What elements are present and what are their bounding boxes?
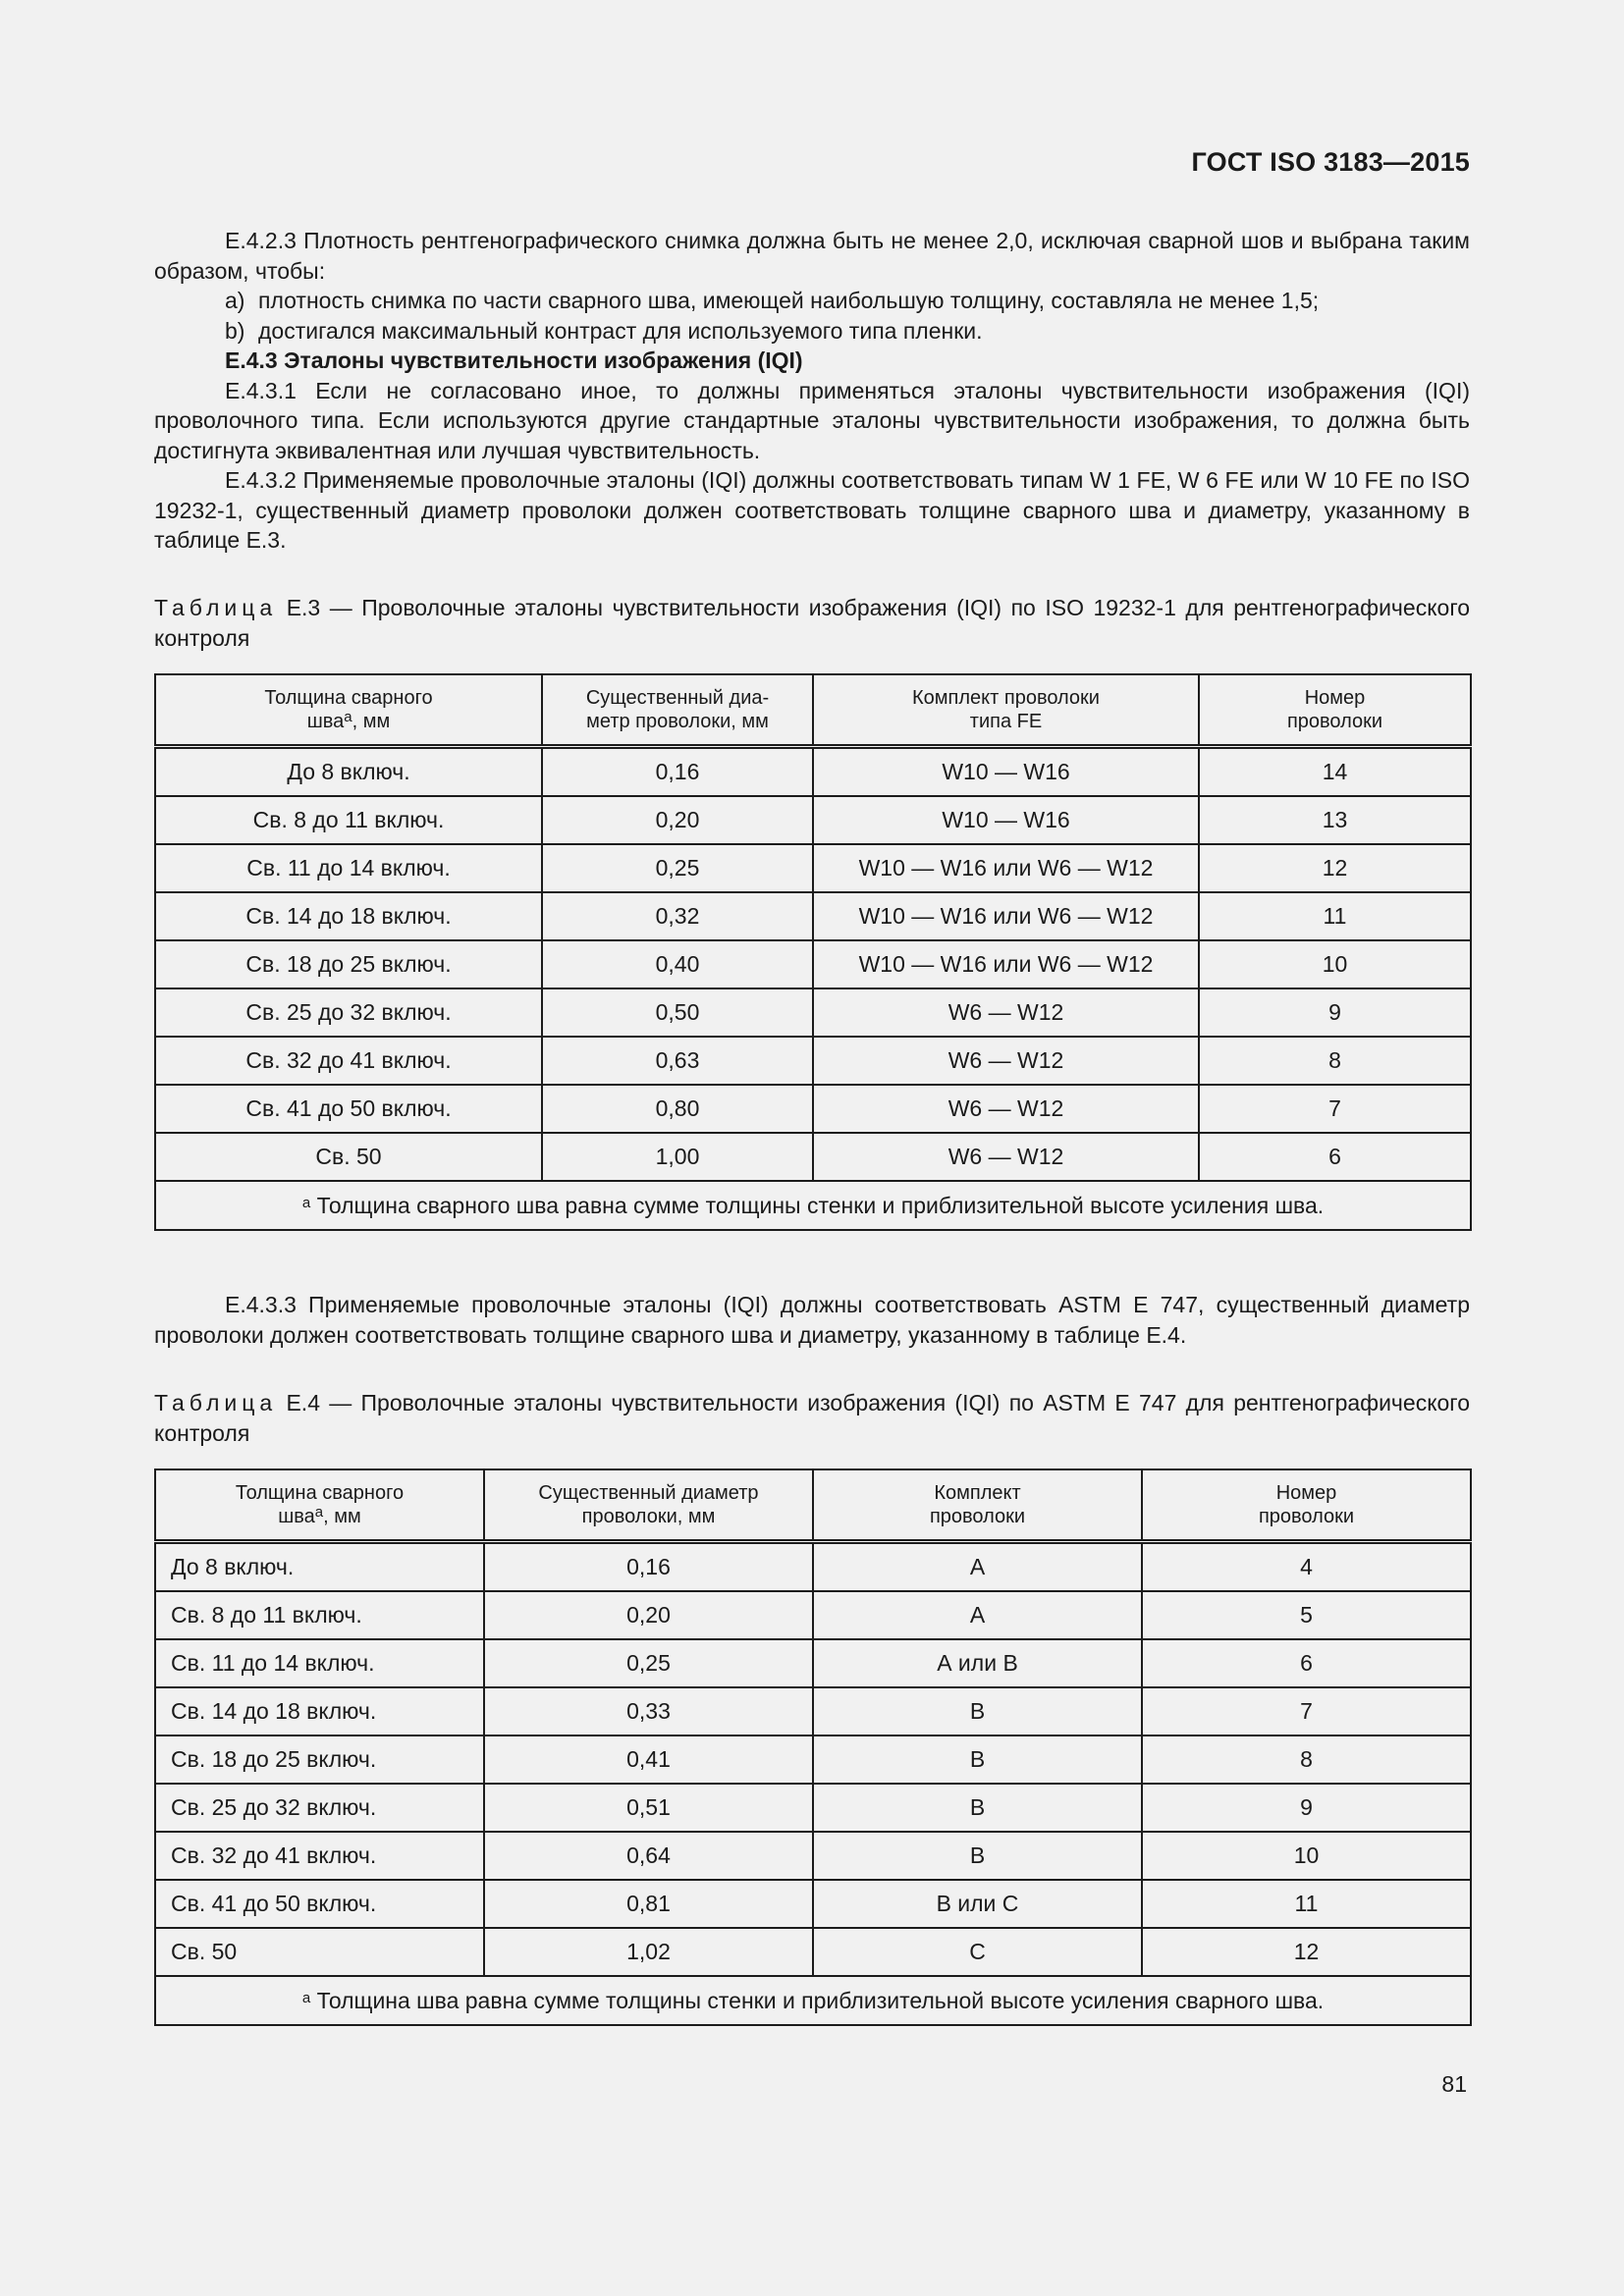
section-heading-e43: Е.4.3 Эталоны чувствительности изображения (IQI) (225, 347, 803, 373)
table-header-row (155, 1469, 1471, 1542)
wire-number-cell: 14 (1199, 747, 1471, 797)
thickness-cell: Св. 14 до 18 включ. (155, 1687, 484, 1735)
table-e3 (154, 673, 1472, 1231)
table-row (155, 988, 1471, 1037)
thickness-cell: Св. 25 до 32 включ. (155, 1784, 484, 1832)
thickness-cell: Св. 32 до 41 включ. (155, 1037, 542, 1085)
wire-set-cell: W6 — W12 (813, 1133, 1199, 1181)
thickness-cell: Св. 32 до 41 включ. (155, 1832, 484, 1880)
footnote-mark: a (301, 1989, 311, 2006)
wire-number-cell: 9 (1142, 1784, 1471, 1832)
table-row (155, 1880, 1471, 1928)
wire-set-cell: W10 — W16 (813, 796, 1199, 844)
paragraph-e432: Е.4.3.2 Применяемые проволочные эталоны (IQI) должны соответствовать типам W 1 FE, W 6 FE или W 10 FE по ISO 19232-1, существенный диаметр проволоки должен соответствовать толщине сварного шва и диаметру, указанному в таблице Е.3. (154, 467, 1470, 553)
wire-number-cell: 8 (1199, 1037, 1471, 1085)
list-marker: b) (225, 317, 245, 344)
diameter-cell: 0,16 (484, 1542, 813, 1592)
wire-set-cell: W10 — W16 или W6 — W12 (813, 892, 1199, 940)
diameter-cell: 0,25 (484, 1639, 813, 1687)
table-footnote-row (155, 1181, 1471, 1230)
diameter-cell: 0,51 (484, 1784, 813, 1832)
wire-number-cell: 10 (1142, 1832, 1471, 1880)
table-row (155, 1687, 1471, 1735)
table-row (155, 844, 1471, 892)
column-header: Номер проволоки (1199, 674, 1471, 747)
paragraph-e433: Е.4.3.3 Применяемые проволочные эталоны (IQI) должны соответствовать ASTM E 747, существенный диаметр проволоки должен соответствовать толщине сварного шва и диаметру, указанному в таблице Е.4. (154, 1292, 1470, 1348)
thickness-cell: Св. 18 до 25 включ. (155, 940, 542, 988)
diameter-cell: 0,63 (542, 1037, 813, 1085)
paragraph-e431: Е.4.3.1 Если не согласовано иное, то должны применяться эталоны чувствительности изображения (IQI) проволочного типа. Если используются другие стандартные эталоны чувствительности изображения, то должна быть достигнута эквивалентная или лучшая чувствительность. (154, 377, 1470, 463)
diameter-cell: 0,25 (542, 844, 813, 892)
diameter-cell: 0,80 (542, 1085, 813, 1133)
diameter-cell: 0,50 (542, 988, 813, 1037)
wire-set-cell: W6 — W12 (813, 988, 1199, 1037)
list-item (154, 316, 1470, 347)
thickness-cell: Св. 11 до 14 включ. (155, 844, 542, 892)
table-caption-label: Таблица (154, 595, 278, 620)
table-e3-caption (154, 593, 1470, 653)
wire-set-cell: W10 — W16 или W6 — W12 (813, 940, 1199, 988)
table-footnote (155, 1181, 1471, 1230)
wire-number-cell: 12 (1142, 1928, 1471, 1976)
thickness-cell: Св. 18 до 25 включ. (155, 1735, 484, 1784)
wire-number-cell: 12 (1199, 844, 1471, 892)
wire-number-cell: 7 (1199, 1085, 1471, 1133)
wire-number-cell: 11 (1142, 1880, 1471, 1928)
column-header: Комплект проволоки типа FE (813, 674, 1199, 747)
paragraph-e423: Е.4.2.3 Плотность рентгенографического снимка должна быть не менее 2,0, исключая сварной шов и выбрана таким образом, чтобы: (154, 228, 1470, 284)
table-row (155, 1735, 1471, 1784)
wire-number-cell: 5 (1142, 1591, 1471, 1639)
wire-set-cell: С (813, 1928, 1142, 1976)
table-footnote (155, 1976, 1471, 2025)
table-row (155, 1928, 1471, 1976)
diameter-cell: 1,02 (484, 1928, 813, 1976)
wire-number-cell: 13 (1199, 796, 1471, 844)
diameter-cell: 0,81 (484, 1880, 813, 1928)
table-row (155, 1542, 1471, 1592)
wire-set-cell: W10 — W16 или W6 — W12 (813, 844, 1199, 892)
thickness-cell: Св. 11 до 14 включ. (155, 1639, 484, 1687)
diameter-cell: 1,00 (542, 1133, 813, 1181)
wire-number-cell: 6 (1199, 1133, 1471, 1181)
table-caption-text: Е.3 — Проволочные эталоны чувствительности изображения (IQI) по ISO 19232-1 для рентгенографического контроля (154, 595, 1470, 651)
wire-number-cell: 6 (1142, 1639, 1471, 1687)
footnote-text: Толщина сварного шва равна сумме толщины стенки и приблизительной высоте усиления шва. (316, 1192, 1325, 1218)
thickness-cell: Св. 14 до 18 включ. (155, 892, 542, 940)
list-marker: a) (225, 288, 245, 313)
diameter-cell: 0,33 (484, 1687, 813, 1735)
wire-set-cell: В (813, 1735, 1142, 1784)
section-e423 (154, 226, 1470, 556)
table-e4 (154, 1468, 1472, 2026)
wire-number-cell: 4 (1142, 1542, 1471, 1592)
thickness-cell: До 8 включ. (155, 1542, 484, 1592)
table-row (155, 1085, 1471, 1133)
list-item-text: плотность снимка по части сварного шва, имеющей наибольшую толщину, составляла не менее 1,5; (258, 288, 1320, 313)
thickness-cell: Св. 41 до 50 включ. (155, 1085, 542, 1133)
document-number-header: ГОСТ ISO 3183—2015 (1191, 147, 1470, 177)
wire-set-cell: W6 — W12 (813, 1085, 1199, 1133)
wire-set-cell: В (813, 1687, 1142, 1735)
footnote-mark: a (301, 1194, 311, 1211)
wire-set-cell: В или С (813, 1880, 1142, 1928)
diameter-cell: 0,41 (484, 1735, 813, 1784)
diameter-cell: 0,40 (542, 940, 813, 988)
column-header: Толщина сварного шва$^a$, мм (155, 674, 542, 747)
table-row (155, 796, 1471, 844)
footnote-text: Толщина шва равна сумме толщины стенки и приблизительной высоте усиления сварного шва. (316, 1987, 1325, 2013)
table-row (155, 1133, 1471, 1181)
diameter-cell: 0,20 (484, 1591, 813, 1639)
thickness-cell: Св. 8 до 11 включ. (155, 1591, 484, 1639)
wire-set-cell: W10 — W16 (813, 747, 1199, 797)
wire-number-cell: 9 (1199, 988, 1471, 1037)
table-row (155, 747, 1471, 797)
table-row (155, 892, 1471, 940)
wire-number-cell: 10 (1199, 940, 1471, 988)
thickness-cell: Св. 50 (155, 1928, 484, 1976)
thickness-cell: Св. 41 до 50 включ. (155, 1880, 484, 1928)
wire-set-cell: А (813, 1542, 1142, 1592)
table-caption-text: Е.4 — Проволочные эталоны чувствительности изображения (IQI) по ASTM E 747 для рентгенографического контроля (154, 1390, 1470, 1446)
table-header-row (155, 674, 1471, 747)
table-row (155, 1037, 1471, 1085)
table-footnote-row (155, 1976, 1471, 2025)
table-caption-label: Таблица (154, 1390, 278, 1415)
diameter-cell: 0,32 (542, 892, 813, 940)
thickness-cell: Св. 8 до 11 включ. (155, 796, 542, 844)
diameter-cell: 0,20 (542, 796, 813, 844)
wire-set-cell: А или В (813, 1639, 1142, 1687)
wire-set-cell: В (813, 1784, 1142, 1832)
table-row (155, 1639, 1471, 1687)
diameter-cell: 0,16 (542, 747, 813, 797)
wire-set-cell: W6 — W12 (813, 1037, 1199, 1085)
table-row (155, 1591, 1471, 1639)
column-header: Толщина сварного шва$^a$, мм (155, 1469, 484, 1542)
thickness-cell: Св. 25 до 32 включ. (155, 988, 542, 1037)
table-row (155, 1784, 1471, 1832)
list-item (154, 286, 1470, 316)
wire-set-cell: А (813, 1591, 1142, 1639)
page-number: 81 (1441, 2071, 1467, 2097)
wire-number-cell: 7 (1142, 1687, 1471, 1735)
thickness-cell: Св. 50 (155, 1133, 542, 1181)
column-header: Существенный диа- метр проволоки, мм (542, 674, 813, 747)
wire-number-cell: 11 (1199, 892, 1471, 940)
table-row (155, 940, 1471, 988)
table-e4-caption (154, 1388, 1470, 1448)
wire-number-cell: 8 (1142, 1735, 1471, 1784)
column-header: Комплект проволоки (813, 1469, 1142, 1542)
column-header: Номер проволоки (1142, 1469, 1471, 1542)
column-header: Существенный диаметр проволоки, мм (484, 1469, 813, 1542)
list-item-text: достигался максимальный контраст для используемого типа пленки. (258, 317, 983, 344)
table-row (155, 1832, 1471, 1880)
diameter-cell: 0,64 (484, 1832, 813, 1880)
thickness-cell: До 8 включ. (155, 747, 542, 797)
wire-set-cell: В (813, 1832, 1142, 1880)
section-e433 (154, 1290, 1470, 1350)
